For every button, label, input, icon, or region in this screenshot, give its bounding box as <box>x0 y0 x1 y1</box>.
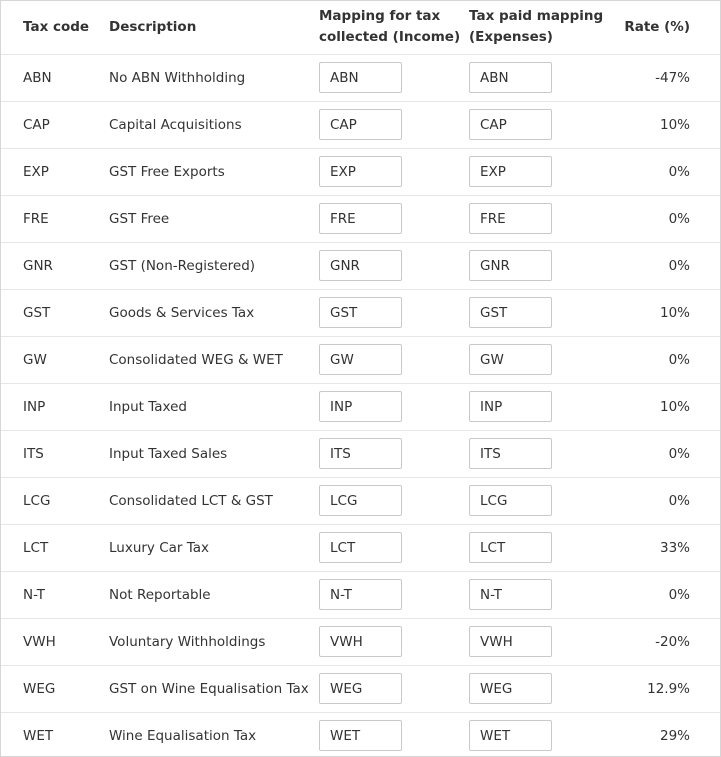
income-mapping-cell <box>311 336 461 383</box>
description-cell: Consolidated WEG & WET <box>101 336 311 383</box>
rate-cell: 0% <box>611 571 720 618</box>
income-mapping-cell <box>311 477 461 524</box>
income-mapping-input[interactable] <box>319 626 402 657</box>
description-cell: Consolidated LCT & GST <box>101 477 311 524</box>
tax-code-cell: LCG <box>1 477 101 524</box>
income-mapping-cell <box>311 430 461 477</box>
income-mapping-cell <box>311 195 461 242</box>
table-row <box>1 712 720 757</box>
expense-mapping-cell <box>461 618 611 665</box>
header-expense-line1: Tax paid mapping <box>469 8 604 25</box>
income-mapping-cell <box>311 54 461 101</box>
table-row <box>1 477 720 524</box>
income-mapping-input[interactable] <box>319 250 402 281</box>
table-row <box>1 54 720 101</box>
expense-mapping-input[interactable] <box>469 344 552 375</box>
income-mapping-cell <box>311 524 461 571</box>
tax-code-cell: GNR <box>1 242 101 289</box>
rate-cell: 0% <box>611 148 720 195</box>
expense-mapping-input[interactable] <box>469 250 552 281</box>
header-description: Description <box>101 1 311 54</box>
expense-mapping-input[interactable] <box>469 438 552 469</box>
expense-mapping-input[interactable] <box>469 626 552 657</box>
rate-cell: 0% <box>611 242 720 289</box>
expense-mapping-input[interactable] <box>469 156 552 187</box>
tax-code-cell: FRE <box>1 195 101 242</box>
rate-cell: -47% <box>611 54 720 101</box>
description-cell: Luxury Car Tax <box>101 524 311 571</box>
header-expense-line2: (Expenses) <box>469 29 553 46</box>
tax-code-cell: EXP <box>1 148 101 195</box>
description-cell: GST Free Exports <box>101 148 311 195</box>
expense-mapping-cell <box>461 712 611 757</box>
tax-code-cell: CAP <box>1 101 101 148</box>
tax-code-cell: INP <box>1 383 101 430</box>
description-cell: GST (Non-Registered) <box>101 242 311 289</box>
header-income-line1: Mapping for tax <box>319 8 441 25</box>
description-cell: Goods & Services Tax <box>101 289 311 336</box>
table-header-row <box>1 1 720 54</box>
header-rate: Rate (%) <box>611 1 720 54</box>
expense-mapping-cell <box>461 477 611 524</box>
rate-cell: 33% <box>611 524 720 571</box>
income-mapping-input[interactable] <box>319 156 402 187</box>
description-cell: Capital Acquisitions <box>101 101 311 148</box>
expense-mapping-cell <box>461 195 611 242</box>
income-mapping-input[interactable] <box>319 391 402 422</box>
expense-mapping-cell <box>461 383 611 430</box>
expense-mapping-cell <box>461 524 611 571</box>
expense-mapping-cell <box>461 148 611 195</box>
income-mapping-cell <box>311 665 461 712</box>
expense-mapping-input[interactable] <box>469 109 552 140</box>
income-mapping-input[interactable] <box>319 203 402 234</box>
header-tax-code: Tax code <box>1 1 101 54</box>
rate-cell: 10% <box>611 383 720 430</box>
expense-mapping-input[interactable] <box>469 579 552 610</box>
table-row <box>1 430 720 477</box>
tax-code-cell: ABN <box>1 54 101 101</box>
rate-cell: 29% <box>659 727 690 744</box>
description-cell: Wine Equalisation Tax <box>109 727 257 744</box>
description-cell: GST Free <box>101 195 311 242</box>
tax-code-cell: LCT <box>1 524 101 571</box>
expense-mapping-input[interactable] <box>469 297 552 328</box>
expense-mapping-cell <box>461 336 611 383</box>
expense-mapping-cell <box>461 242 611 289</box>
tax-code-cell: ITS <box>1 430 101 477</box>
table-row <box>1 665 720 712</box>
expense-mapping-cell <box>461 571 611 618</box>
tax-code-cell: WET <box>23 727 54 744</box>
income-mapping-input[interactable] <box>319 485 402 516</box>
table-row <box>1 101 720 148</box>
expense-mapping-input[interactable] <box>469 485 552 516</box>
income-mapping-input[interactable] <box>319 438 402 469</box>
expense-mapping-cell <box>461 430 611 477</box>
header-income-line2: collected (Income) <box>319 29 461 46</box>
expense-mapping-cell <box>461 54 611 101</box>
table-row <box>1 383 720 430</box>
rate-cell: 10% <box>611 289 720 336</box>
table-row <box>1 336 720 383</box>
tax-mapping-table <box>1 1 720 757</box>
income-mapping-input[interactable] <box>319 109 402 140</box>
income-mapping-cell <box>311 101 461 148</box>
description-cell: No ABN Withholding <box>101 54 311 101</box>
tax-code-cell: N-T <box>1 571 101 618</box>
description-cell: GST on Wine Equalisation Tax <box>101 665 311 712</box>
header-expense-mapping <box>461 1 611 54</box>
income-mapping-input[interactable] <box>319 344 402 375</box>
expense-mapping-input[interactable] <box>469 673 552 704</box>
table-row <box>1 524 720 571</box>
income-mapping-input[interactable] <box>319 62 402 93</box>
table-row <box>1 571 720 618</box>
rate-cell: 0% <box>611 430 720 477</box>
income-mapping-input[interactable] <box>319 297 402 328</box>
table-row <box>1 148 720 195</box>
table-row <box>1 618 720 665</box>
expense-mapping-cell <box>461 101 611 148</box>
rate-cell: 12.9% <box>611 665 720 712</box>
rate-cell: 0% <box>611 477 720 524</box>
expense-mapping-input[interactable] <box>469 532 552 563</box>
rate-cell: 0% <box>611 195 720 242</box>
tax-code-cell: GW <box>1 336 101 383</box>
income-mapping-input[interactable] <box>319 673 402 704</box>
rate-cell: -20% <box>611 618 720 665</box>
table-row <box>1 242 720 289</box>
income-mapping-cell <box>311 148 461 195</box>
rate-cell: 0% <box>611 336 720 383</box>
tax-code-cell: VWH <box>1 618 101 665</box>
expense-mapping-cell <box>461 665 611 712</box>
income-mapping-cell <box>311 289 461 336</box>
income-mapping-cell <box>311 571 461 618</box>
expense-mapping-input[interactable] <box>469 62 552 93</box>
tax-code-cell: GST <box>1 289 101 336</box>
income-mapping-input[interactable] <box>319 720 402 751</box>
expense-mapping-input[interactable] <box>469 203 552 234</box>
expense-mapping-input[interactable] <box>469 391 552 422</box>
description-cell: Input Taxed Sales <box>101 430 311 477</box>
description-cell: Not Reportable <box>101 571 311 618</box>
income-mapping-input[interactable] <box>319 579 402 610</box>
expense-mapping-input[interactable] <box>469 720 552 751</box>
rate-cell: 10% <box>611 101 720 148</box>
income-mapping-cell <box>311 383 461 430</box>
description-cell: Input Taxed <box>101 383 311 430</box>
tax-code-cell: WEG <box>1 665 101 712</box>
income-mapping-cell <box>311 618 461 665</box>
description-cell: Voluntary Withholdings <box>101 618 311 665</box>
header-income-mapping <box>311 1 461 54</box>
table-row <box>1 289 720 336</box>
expense-mapping-cell <box>461 289 611 336</box>
income-mapping-input[interactable] <box>319 532 402 563</box>
income-mapping-cell <box>311 712 461 757</box>
income-mapping-cell <box>311 242 461 289</box>
table-row <box>1 195 720 242</box>
